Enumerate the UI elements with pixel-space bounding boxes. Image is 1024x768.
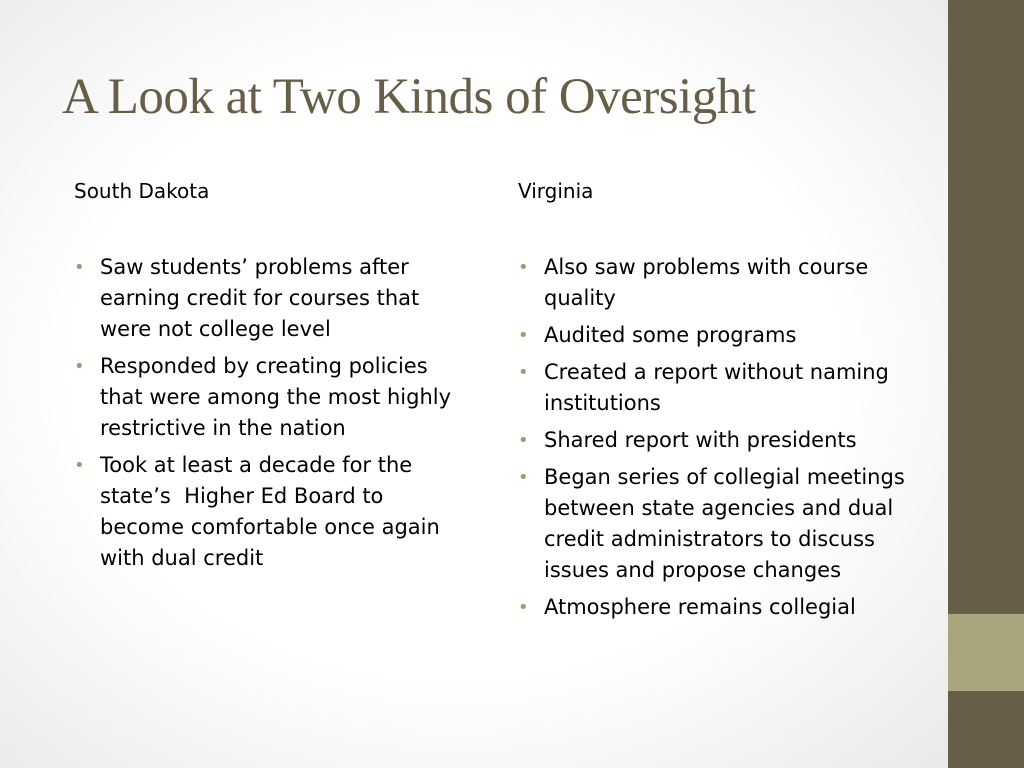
column-south-dakota xyxy=(74,178,474,580)
bullet-text: Saw students’ problems after earning credit for courses that were not college level xyxy=(100,255,420,341)
bullet-item xyxy=(518,252,928,314)
decorative-sidebar-accent xyxy=(948,614,1024,691)
bullet-list-south-dakota xyxy=(74,252,474,574)
bullet-icon: • xyxy=(74,257,85,278)
column-heading-south-dakota: South Dakota xyxy=(74,179,210,203)
bullet-text: Began series of collegial meetings between state agencies and dual credit administrators to discuss issues and propose changes xyxy=(544,465,905,582)
bullet-item xyxy=(74,351,474,444)
bullet-icon: • xyxy=(518,325,529,346)
bullet-text: Created a report without naming institutions xyxy=(544,360,889,415)
bullet-list-virginia xyxy=(518,252,928,623)
bullet-icon: • xyxy=(74,455,85,476)
column-heading-virginia: Virginia xyxy=(518,179,594,203)
bullet-icon: • xyxy=(74,356,85,377)
bullet-item xyxy=(518,425,928,456)
slide-title: A Look at Two Kinds of Oversight xyxy=(62,69,756,125)
bullet-text: Responded by creating policies that were among the most highly restrictive in the nation xyxy=(100,354,452,440)
bullet-icon: • xyxy=(518,257,529,278)
bullet-item xyxy=(518,462,928,586)
column-virginia xyxy=(518,178,928,629)
bullet-text: Audited some programs xyxy=(544,323,797,347)
bullet-item xyxy=(518,320,928,351)
bullet-icon: • xyxy=(518,430,529,451)
bullet-item xyxy=(518,357,928,419)
bullet-text: Took at least a decade for the state’s Higher Ed Board to become comfortable once again with dual credit xyxy=(100,453,447,570)
bullet-icon: • xyxy=(518,362,529,383)
bullet-item xyxy=(74,252,474,345)
bullet-icon: • xyxy=(518,467,529,488)
bullet-item xyxy=(74,450,474,574)
bullet-text: Shared report with presidents xyxy=(544,428,857,452)
bullet-text: Atmosphere remains collegial xyxy=(544,595,856,619)
bullet-item xyxy=(518,592,928,623)
bullet-text: Also saw problems with course quality xyxy=(544,255,869,310)
bullet-icon: • xyxy=(518,597,529,618)
